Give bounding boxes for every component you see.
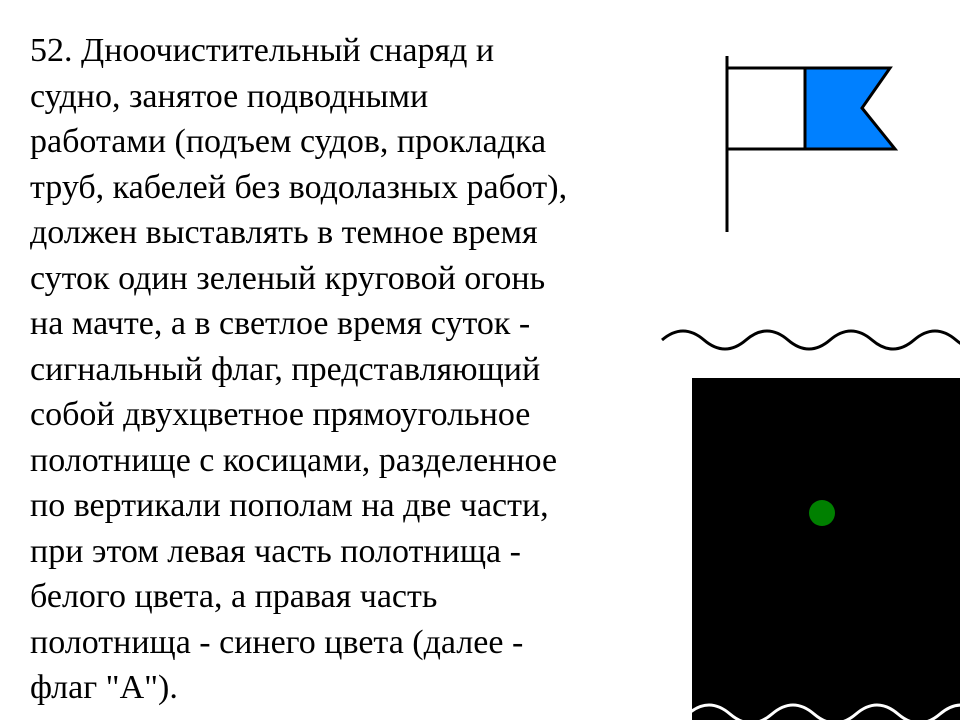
flag-white-half: [727, 68, 805, 149]
flag-a-icon: [727, 68, 895, 149]
flag-blue-half: [805, 68, 895, 149]
night-wave-line-icon: [692, 705, 960, 720]
green-all-round-light-icon: [809, 500, 835, 526]
slide-text: 52. Дноочистительный снаряд и судно, занятое подводными работами (подъем судов, прокладка труб, кабелей без водолазных работ), должен выставлять в темное время суток один зеленый круговой огонь на мачте, а в светлое время суток - сигнальный флаг, представляющий собой двухцветное прямоугольное полотнище с косицами, разделенное по вертикали пополам на две части, при этом левая часть полотнища - белого цвета, а правая часть полотнища - синего цвета (далее - флаг "А").: [30, 32, 568, 706]
night-scene: [692, 378, 960, 720]
wave-line-icon: [662, 331, 960, 349]
